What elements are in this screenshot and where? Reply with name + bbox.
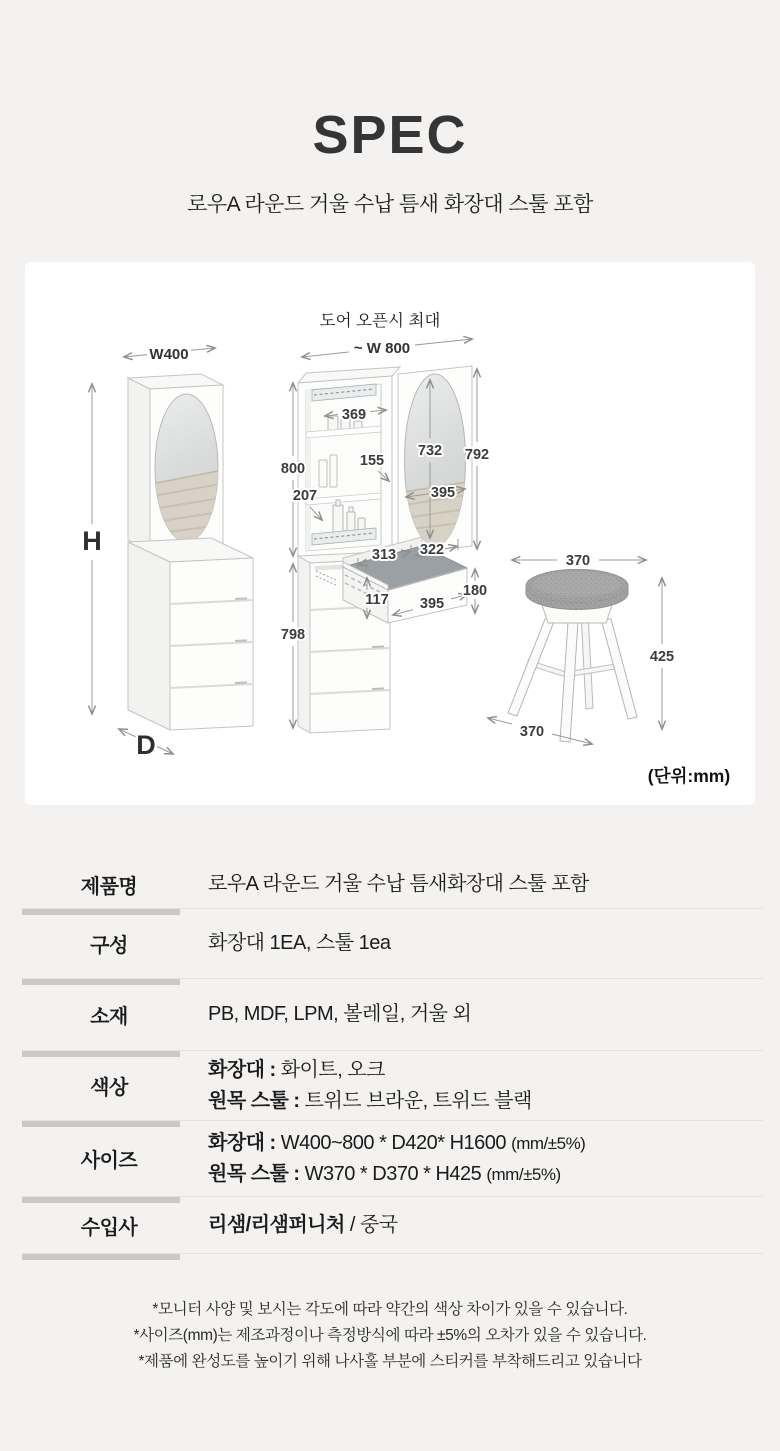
dim-door-height: 792 [464,447,490,463]
closed-unit-figure [82,346,253,760]
spec-value-text: W370 * D370 * H425 [304,1162,487,1185]
spec-value-line [208,1128,763,1159]
spec-value [180,1055,763,1117]
spec-value-text: 로우A 라운드 거울 수납 틈새화장대 스툴 포함 [208,872,589,895]
dim-drawer-top-a: 313 [371,547,397,563]
spec-value-text: 트위드 브라운, 트위드 블랙 [304,1089,532,1112]
spec-value [180,928,763,959]
spec-value-text: PB, MDF, LPM, 볼레일, 거울 외 [208,1003,472,1025]
dimension-diagram-card [25,262,755,805]
dimension-diagram [25,262,755,805]
dim-drawer-height: 180 [462,583,488,599]
dim-closed-height: H [82,526,102,556]
spec-value-prefix: 화장대 : [208,1058,281,1081]
spec-label: 구성 [90,935,128,957]
spec-label: 사이즈 [80,1150,138,1172]
spec-value-line [208,1159,763,1190]
spec-value-text: W400~800 * D420* H1600 [280,1131,512,1154]
spec-row-importer [22,1197,763,1254]
stool-figure [488,553,674,744]
footnote-line: *제품에 완성도를 높이기 위해 나사홀 부분에 스티커를 부착해드리고 있습니다 [138,1353,642,1370]
dim-mirror-width: 395 [430,485,456,501]
unit-note: (단위:mm) [647,766,731,786]
dim-drawer-width: 395 [419,596,445,612]
spec-label: 색상 [90,1077,128,1099]
spec-value-text: / 중국 [344,1213,398,1236]
spec-row-composition [22,909,763,979]
dim-shelf-depth: 155 [359,453,385,469]
spec-value-text: 화이트, 오크 [280,1058,385,1081]
spec-table [22,860,763,1254]
dim-mirror-height: 732 [417,443,443,459]
spec-value-prefix: 화장대 : [208,1131,281,1154]
open-caption: 도어 오픈시 최대 [319,312,441,330]
spec-value-tolerance: (mm/±5%) [511,1133,586,1153]
dim-closed-depth: D [136,730,156,760]
spec-row-color [22,1051,763,1121]
spec-label: 소재 [90,1006,128,1028]
dim-stool-height: 425 [649,649,675,665]
open-unit-figure [281,310,489,733]
spec-value-prefix: 원목 스툴 : [208,1162,305,1185]
spec-value [180,1210,763,1241]
footnote-line: *사이즈(mm)는 제조과정이나 측정방식에 따라 ±5%의 오차가 있을 수 있습니다. [133,1327,647,1344]
dim-lower-height: 798 [280,627,306,643]
spec-value-line [208,1086,763,1117]
spec-value [180,869,763,900]
dim-upper-height: 800 [280,461,306,477]
dim-stool-depth: 370 [519,724,545,740]
spec-row-size [22,1121,763,1197]
spec-row-material [22,979,763,1051]
dim-closed-width: W400 [149,346,189,363]
spec-value-text: 화장대 1EA, 스툴 1ea [208,932,391,954]
spec-value-tolerance: (mm/±5%) [486,1164,561,1184]
dim-open-width: ~ W 800 [353,340,411,357]
page-subtitle: 로우A 라운드 거울 수납 틈새 화장대 스툴 포함 [187,193,593,216]
spec-value-prefix: 원목 스툴 : [208,1089,305,1112]
dim-drawer-top-b: 322 [419,542,445,558]
spec-value [180,999,763,1030]
spec-label: 수입사 [80,1216,138,1239]
dim-side-depth: 207 [292,488,318,504]
spec-value-prefix: 리샘/리샘퍼니처 [208,1213,345,1236]
spec-row-product-name [22,860,763,909]
spec-value [180,1128,763,1190]
page-title: SPEC [312,105,468,165]
spec-value-line [208,1055,763,1086]
dim-shelf-width: 369 [341,407,367,423]
dim-stool-width: 370 [565,553,591,569]
spec-label: 제품명 [80,875,138,898]
dim-drawer-depth: 117 [365,592,389,608]
footnote-line: *모니터 사양 및 보시는 각도에 따라 약간의 색상 차이가 있을 수 있습니다. [152,1301,628,1318]
footnotes [0,1297,780,1375]
